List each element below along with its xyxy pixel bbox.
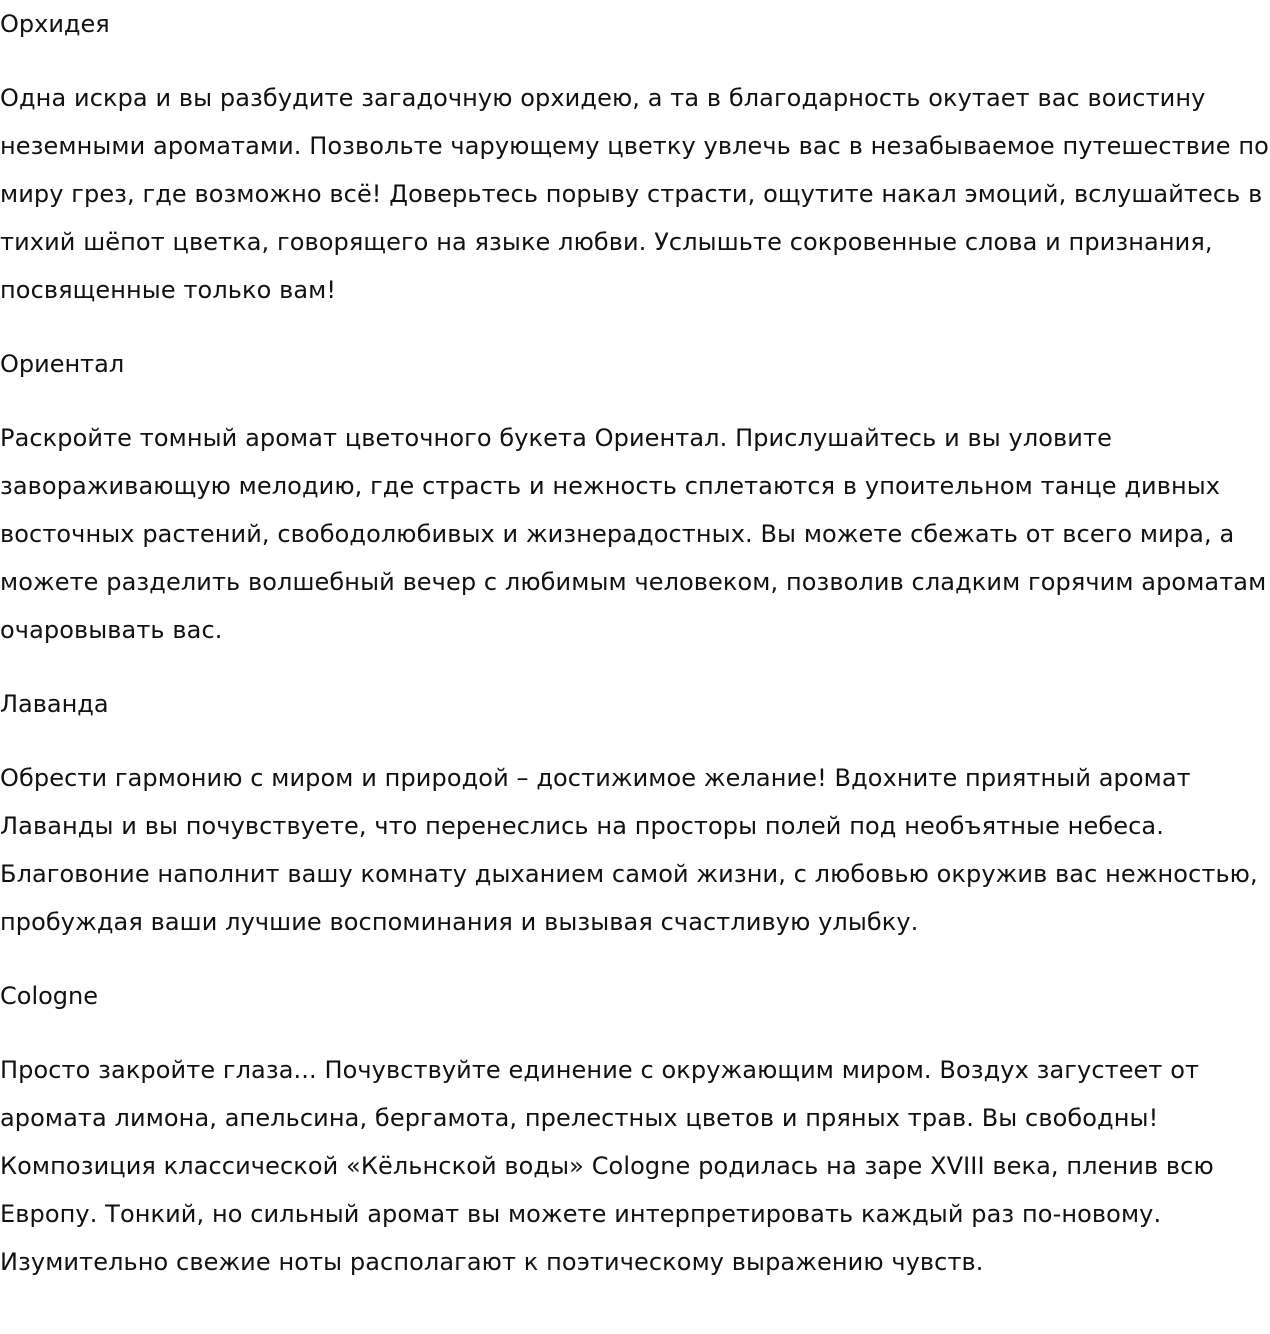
section-orchid [0,0,1270,314]
section-cologne [0,972,1270,1286]
section-title: Ориентал [0,350,125,378]
section-title: Орхидея [0,10,110,38]
section-text: Раскройте томный аромат цветочного букета Ориентал. Прислушайтесь и вы уловите завораживающую мелодию, где страсть и нежность сплетаются в упоительном танце дивных восточных растений, свободолюбивых и жизнерадостных. Вы можете сбежать от всего мира, а можете разделить волшебный вечер с любимым человеком, позволив сладким горячим ароматам очаровывать вас. [0,424,1267,644]
section-oriental [0,340,1270,654]
section-text: Обрести гармонию с миром и природой – достижимое желание! Вдохните приятный аромат Лаванды и вы почувствуете, что перенеслись на просторы полей под необъятные небеса. Благовоние наполнит вашу комнату дыханием самой жизни, с любовью окружив вас нежностью, пробуждая ваши лучшие воспоминания и вызывая счастливую улыбку. [0,764,1258,936]
section-title: Лаванда [0,690,109,718]
section-lavender [0,680,1270,946]
section-text: Одна искра и вы разбудите загадочную орхидею, а та в благодарность окутает вас воистину неземными ароматами. Позвольте чарующему цветку увлечь вас в незабываемое путешествие по миру грез, где возможно всё! Доверьтесь порыву страсти, ощутите накал эмоций, вслушайтесь в тихий шёпот цветка, говорящего на языке любви. Услышьте сокровенные слова и признания, посвященные только вам! [0,84,1269,304]
section-title: Cologne [0,982,99,1010]
section-text: Просто закройте глаза... Почувствуйте единение с окружающим миром. Воздух загустеет от аромата лимона, апельсина, бергамота, прелестных цветов и пряных трав. Вы свободны! Композиция классической «Кёльнской воды» Cologne родилась на заре XVIII века, пленив всю Европу. Тонкий, но сильный аромат вы можете интерпретировать каждый раз по-новому. Изумительно свежие ноты располагают к поэтическому выражению чувств. [0,1056,1214,1276]
